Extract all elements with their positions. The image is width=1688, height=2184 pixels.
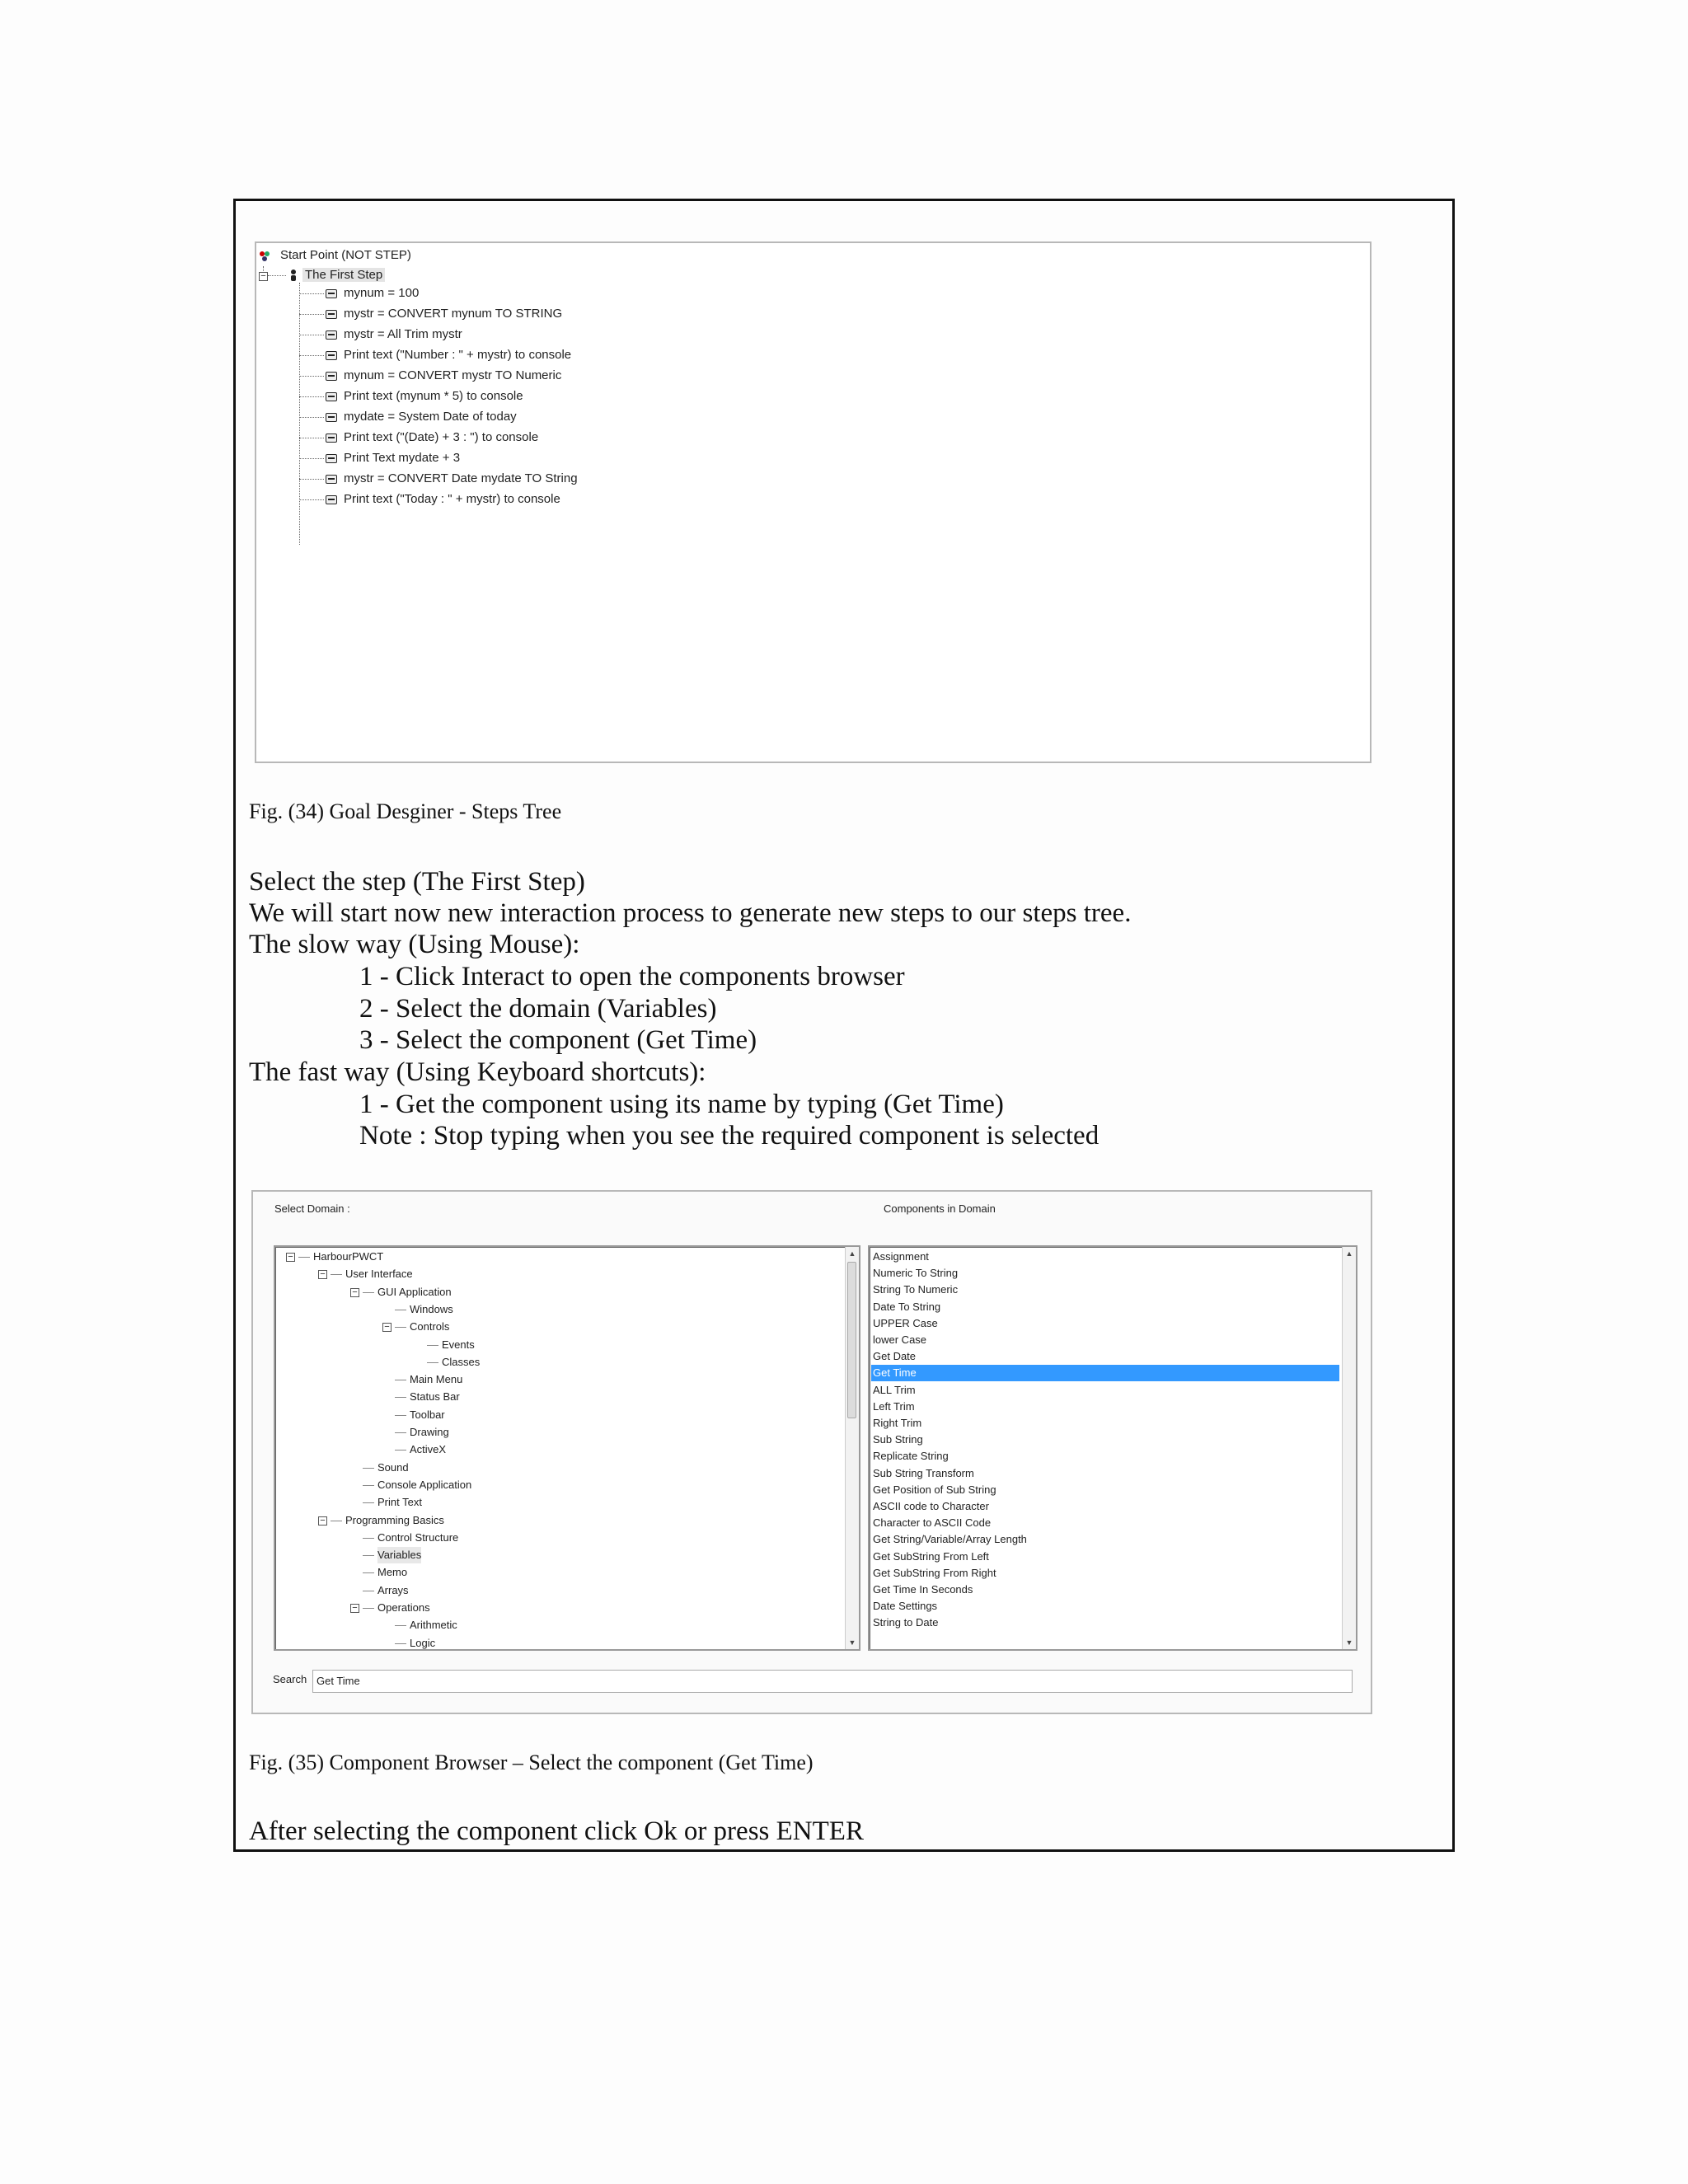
tree-connector [299,376,324,377]
component-item[interactable]: String To Numeric [873,1283,959,1296]
search-label: Search [273,1673,307,1685]
step-label: Print text ("Today : " + mystr) to console [344,492,560,506]
body-line-1: Select the step (The First Step) [249,867,585,897]
component-item[interactable]: Get Position of Sub String [873,1483,996,1496]
tree-connector [395,1450,406,1451]
select-domain-label: Select Domain : [274,1202,350,1215]
collapse-icon[interactable]: − [382,1323,392,1332]
tree-connector [298,1257,310,1258]
domain-node[interactable]: ActiveX [410,1443,447,1456]
domain-node[interactable]: Logic [410,1636,436,1649]
step-icon [326,372,337,381]
domain-node[interactable]: Console Application [377,1478,472,1491]
step-node[interactable] [326,490,560,509]
search-input[interactable]: Get Time [312,1670,1353,1693]
tree-connector [427,1362,438,1363]
scroll-down-icon[interactable]: ▼ [848,1638,856,1647]
step-node[interactable] [326,449,460,467]
domain-node[interactable]: Toolbar [410,1408,445,1421]
component-item[interactable]: Date To String [873,1300,941,1313]
tree-connector [395,1432,406,1433]
step-label: mynum = CONVERT mystr TO Numeric [344,368,562,382]
body-line-8: 1 - Get the component using its name by typing (Get Time) [359,1090,1004,1119]
component-item[interactable]: UPPER Case [873,1316,938,1329]
body-line-9: Note : Stop typing when you see the required component is selected [359,1121,1100,1151]
step-node[interactable] [326,346,571,364]
tree-connector [363,1485,374,1486]
domain-node[interactable]: Status Bar [410,1390,460,1404]
tree-connector [299,314,324,315]
steps-tree-screenshot [255,241,1372,763]
step-icon [326,475,337,484]
tree-connector [299,499,324,500]
collapse-icon[interactable]: − [286,1253,295,1262]
component-item[interactable]: ASCII code to Character [873,1500,989,1512]
root-node[interactable] [259,246,411,265]
step-label: mydate = System Date of today [344,410,517,424]
tree-connector [331,1274,342,1275]
component-item[interactable]: Right Trim [873,1417,922,1429]
figure-34-caption: Fig. (34) Goal Desginer - Steps Tree [249,799,562,823]
component-browser-screenshot [251,1190,1372,1714]
body-line-6: 3 - Select the component (Get Time) [359,1025,757,1055]
scroll-up-icon[interactable]: ▲ [848,1249,856,1258]
component-item[interactable]: Numeric To String [873,1267,959,1280]
tree-connector [299,355,324,356]
components-label: Components in Domain [884,1202,996,1215]
step-node[interactable] [326,408,517,426]
components-list-panel[interactable] [868,1245,1357,1651]
step-label: mystr = CONVERT Date mydate TO String [344,471,578,485]
scroll-thumb[interactable] [847,1262,856,1418]
step-label: mystr = All Trim mystr [344,327,462,341]
body-line-7: The fast way (Using Keyboard shortcuts): [249,1057,706,1087]
figure-35-caption: Fig. (35) Component Browser – Select the component (Get Time) [249,1750,814,1774]
collapse-icon[interactable]: − [350,1288,359,1297]
body-line-5: 2 - Select the domain (Variables) [359,994,717,1024]
domain-node[interactable]: Events [442,1338,475,1351]
tree-connector [363,1608,374,1609]
tree-connector [299,417,324,418]
step-icon [326,454,337,463]
component-item[interactable]: ALL Trim [873,1383,916,1396]
domain-node[interactable]: Programming Basics [345,1513,444,1526]
domain-node[interactable]: Drawing [410,1426,449,1438]
person-icon [289,269,298,282]
components-scrollbar[interactable] [1342,1247,1356,1649]
domain-node[interactable]: Operations [377,1601,430,1614]
domain-node[interactable]: Main Menu [410,1373,463,1386]
step-label: Print text ("Number : " + mystr) to console [344,348,572,362]
domain-node[interactable]: Controls [410,1320,450,1333]
component-item[interactable]: Get Time [871,1365,1339,1381]
component-item[interactable]: Left Trim [873,1399,915,1413]
collapse-icon[interactable]: − [318,1516,327,1526]
tree-connector [363,1292,374,1293]
step-icon [326,351,337,360]
step-node[interactable] [326,326,462,344]
domain-node[interactable]: Print Text [377,1496,422,1509]
first-step-label: The First Step [302,268,385,282]
tree-connector [395,1327,406,1328]
collapse-icon[interactable]: − [318,1270,327,1279]
component-item[interactable]: lower Case [873,1333,927,1346]
component-item[interactable]: Get Time In Seconds [873,1583,973,1596]
domain-node[interactable]: Windows [410,1302,453,1315]
domain-node[interactable]: GUI Application [377,1285,452,1298]
domain-node[interactable]: Variables [377,1547,421,1563]
domain-node[interactable]: Classes [442,1355,481,1368]
collapse-icon[interactable]: − [259,272,268,281]
closing-line: After selecting the component click Ok or press ENTER [249,1816,864,1846]
step-icon [326,434,337,443]
tree-connector [363,1572,374,1573]
step-node[interactable] [326,284,419,302]
component-item[interactable]: Assignment [873,1250,929,1263]
step-label: Print text ("(Date) + 3 : ") to console [344,430,539,444]
tree-connector [299,293,324,294]
tree-connector [363,1502,374,1503]
component-item[interactable]: Date Settings [873,1600,938,1613]
collapse-icon[interactable]: − [350,1604,359,1613]
component-item[interactable]: String to Date [873,1616,939,1629]
component-item[interactable]: Get SubString From Right [873,1566,996,1579]
domain-node[interactable]: Memo [377,1566,408,1579]
tree-connector [363,1538,374,1539]
domain-node[interactable]: User Interface [345,1268,413,1281]
body-line-3: The slow way (Using Mouse): [249,930,580,959]
component-item[interactable]: Get Date [873,1350,917,1363]
tree-connector [427,1345,438,1346]
body-line-4: 1 - Click Interact to open the components browser [359,962,905,991]
step-label: mynum = 100 [344,286,420,300]
scroll-up-icon[interactable]: ▲ [1345,1249,1353,1258]
tree-connector [395,1397,406,1398]
component-item[interactable]: Get SubString From Left [873,1549,989,1563]
domain-node[interactable]: Arithmetic [410,1619,457,1632]
scroll-down-icon[interactable]: ▼ [1345,1638,1353,1647]
step-icon [326,495,337,504]
domain-node[interactable]: HarbourPWCT [313,1250,384,1263]
component-item[interactable]: Get String/Variable/Array Length [873,1533,1027,1546]
step-node[interactable] [326,305,562,323]
tree-connector [363,1468,374,1469]
tree-connector [363,1555,374,1556]
domain-tree-scrollbar[interactable] [845,1247,859,1649]
component-item[interactable]: Replicate String [873,1450,949,1463]
component-item[interactable]: Sub String Transform [873,1466,974,1479]
domain-tree-panel[interactable] [274,1245,860,1651]
domain-node[interactable]: Control Structure [377,1530,459,1544]
tree-connector [299,458,324,459]
start-point-icon [259,250,270,261]
first-step-node[interactable] [289,266,385,284]
step-label: Print text (mynum * 5) to console [344,389,523,403]
step-node[interactable] [326,387,523,405]
step-icon [326,413,337,422]
tree-connector [299,396,324,397]
domain-node[interactable]: Arrays [377,1583,409,1596]
tree-connector [395,1625,406,1626]
step-icon [326,392,337,401]
domain-node[interactable]: Sound [377,1460,409,1474]
tree-connector [395,1643,406,1644]
step-icon [326,289,337,298]
tree-connector [299,479,324,480]
component-item[interactable]: Character to ASCII Code [873,1516,992,1530]
step-icon [326,310,337,319]
step-icon [326,330,337,340]
component-item[interactable]: Sub String [873,1433,923,1446]
step-node[interactable] [326,429,538,447]
root-label: Start Point (NOT STEP) [280,248,411,262]
step-node[interactable] [326,367,561,385]
step-label: Print Text mydate + 3 [344,451,461,465]
step-label: mystr = CONVERT mynum TO STRING [344,307,563,321]
body-line-2: We will start now new interaction process to generate new steps to our steps tree. [249,898,1132,928]
tree-connector [395,1415,406,1416]
step-node[interactable] [326,470,578,488]
